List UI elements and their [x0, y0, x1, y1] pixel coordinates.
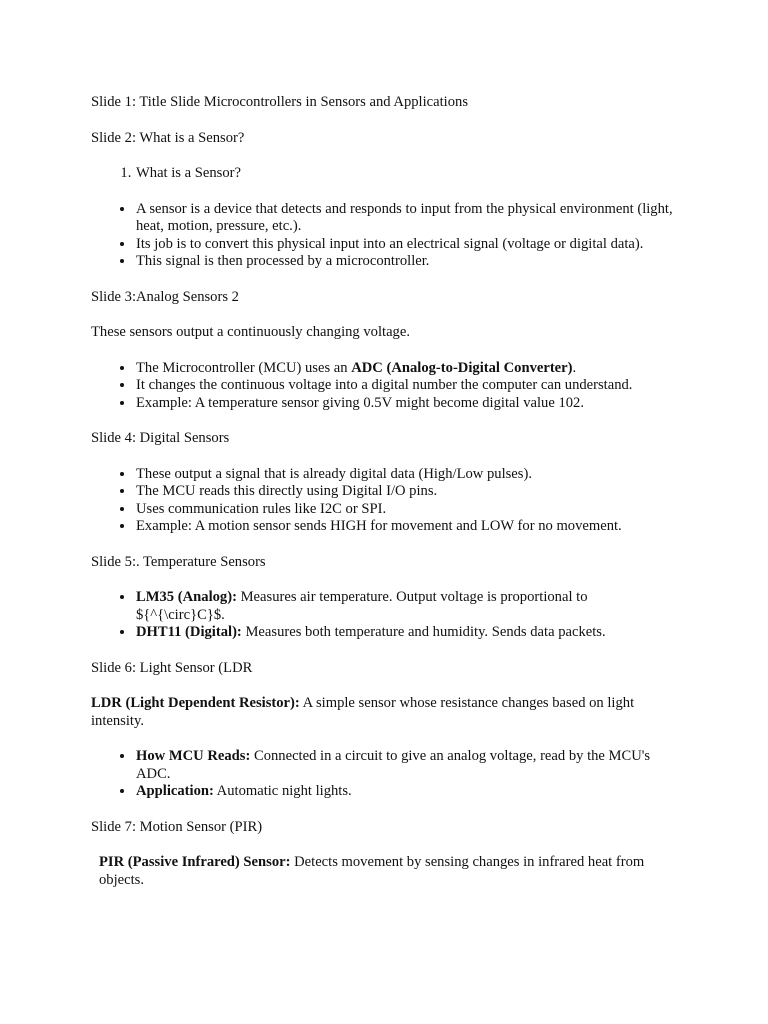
list-item-bold-term: Application: [136, 783, 214, 799]
intro-bold-term: PIR (Passive Infrared) Sensor: [99, 854, 291, 870]
slide4-bullet-list [91, 466, 676, 536]
intro-text: Detects movement by sensing changes in infrared heat from objects. [99, 854, 645, 888]
list-item: • It changes the continuous voltage into a digital number the computer can understand. [135, 377, 676, 395]
list-item-text: . [572, 359, 577, 376]
slide5-bullet-list [91, 589, 676, 642]
list-item-bold-term: DHT11 (Digital): [136, 624, 242, 640]
list-item: • Example: A temperature sensor giving 0.5V might become digital value 102. [135, 395, 676, 413]
slide6-heading: Slide 6: Light Sensor (LDR [91, 659, 253, 676]
list-item [135, 748, 676, 783]
numbered-list-item: 1. What is a Sensor? [135, 165, 676, 183]
list-item: • A sensor is a device that detects and responds to input from the physical environment (light, heat, motion, pressure, etc.). [135, 201, 676, 236]
slide3-intro: These sensors output a continuously changing voltage. [91, 324, 410, 340]
list-item: • Uses communication rules like I2C or SPI. [135, 501, 676, 519]
slide4-heading: Slide 4: Digital Sensors [91, 430, 230, 446]
list-item: • Example: A motion sensor sends HIGH for movement and LOW for no movement. [135, 518, 676, 536]
slide2-heading: Slide 2: What is a Sensor? [91, 129, 245, 146]
list-item: • The MCU reads this directly using Digital I/O pins. [135, 483, 676, 501]
list-item-text: Automatic night lights. [213, 783, 352, 799]
list-item-bold-term: How MCU Reads: [136, 748, 251, 764]
slide5-heading: Slide 5:. Temperature Sensors [91, 553, 266, 570]
list-item-text: Measures both temperature and humidity. Sends data packets. [241, 624, 606, 640]
slide2-bullet-list [91, 201, 676, 271]
list-item-text: The Microcontroller (MCU) uses an [136, 359, 352, 376]
slide1-heading: Slide 1: Title Slide Microcontrollers in Sensors and Applications [91, 94, 468, 110]
slide3-heading: Slide 3:Analog Sensors 2 [91, 288, 239, 305]
list-item-text: Connected in a circuit to give an analog voltage, read by the MCU's ADC. [136, 748, 651, 782]
slide7-heading: Slide 7: Motion Sensor (PIR) [91, 818, 263, 835]
intro-text: A simple sensor whose resistance changes based on light intensity. [91, 695, 635, 729]
list-item [135, 360, 676, 378]
slide6-bullet-list [91, 748, 676, 801]
list-item [135, 783, 676, 801]
list-item-bold-term: LM35 (Analog): [136, 589, 237, 605]
intro-bold-term: LDR (Light Dependent Resistor): [91, 695, 300, 711]
list-item [135, 589, 676, 624]
list-item-text: Measures air temperature. Output voltage is proportional to ${^{\circ}C}$. [136, 589, 588, 623]
list-item-bold-term: ADC (Analog-to-Digital Converter) [351, 359, 573, 376]
slide6-intro [91, 695, 676, 730]
document-page [91, 94, 676, 907]
list-item: • Its job is to convert this physical input into an electrical signal (voltage or digital data). [135, 236, 676, 254]
slide2-numbered-list [91, 165, 676, 183]
slide3-bullet-list [91, 360, 676, 413]
list-item [135, 624, 676, 642]
list-item: • These output a signal that is already digital data (High/Low pulses). [135, 466, 676, 484]
list-item: • This signal is then processed by a microcontroller. [135, 253, 676, 271]
slide7-intro [91, 854, 676, 889]
